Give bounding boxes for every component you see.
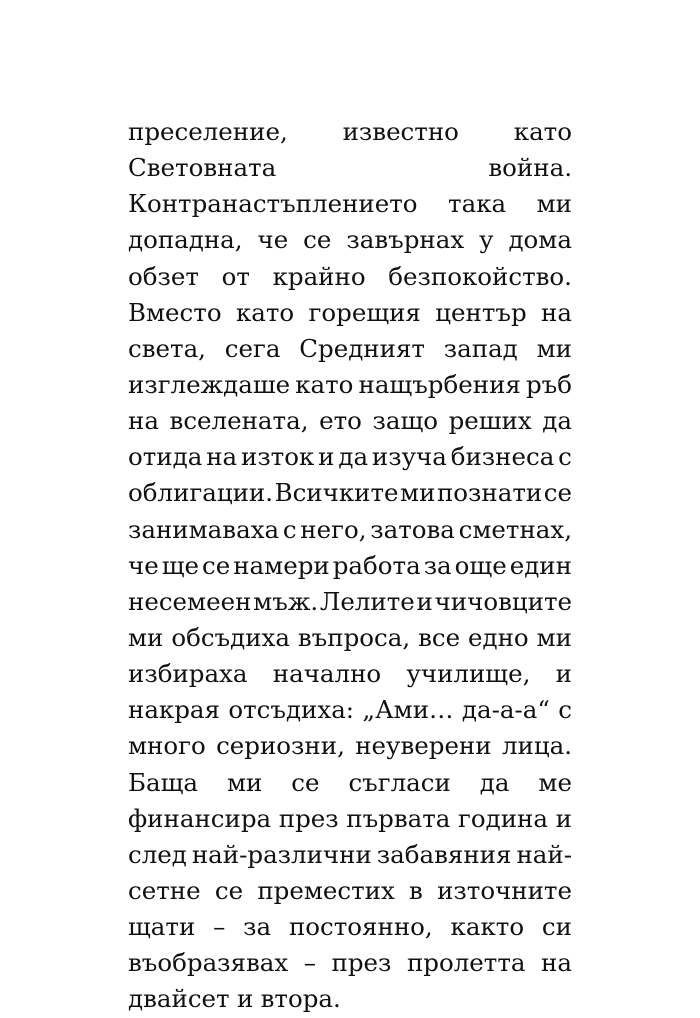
word: чичовците [434, 586, 572, 616]
word: много [128, 731, 206, 761]
text-line [128, 692, 572, 728]
word: като [513, 117, 572, 146]
word: крайно [272, 261, 366, 291]
word: занимаваха [128, 514, 280, 544]
body-text [128, 114, 572, 1018]
word: неуверени [355, 731, 492, 761]
word: финансира [128, 803, 272, 833]
word: Средният [299, 333, 425, 363]
word: изток [240, 442, 315, 472]
word: за [423, 550, 452, 580]
word: все [418, 622, 461, 652]
word: така [448, 189, 507, 219]
word: ми [536, 333, 572, 363]
word: и [318, 442, 335, 472]
text-line [128, 403, 572, 439]
word: допадна, [128, 225, 243, 255]
word: да-а-а“ [461, 695, 550, 725]
word: и [416, 586, 433, 616]
word: намери [233, 550, 330, 580]
text-line [128, 945, 572, 981]
word: Контранастъплението [128, 189, 418, 219]
text-line [128, 584, 572, 620]
word: център [435, 297, 527, 327]
text-line [128, 186, 572, 222]
word: сметнах, [458, 514, 572, 544]
word: ме [538, 767, 572, 797]
text-line [128, 981, 572, 1017]
word: ще [161, 550, 199, 580]
text-line [128, 150, 572, 186]
word: се [303, 225, 332, 255]
word: реших [448, 406, 532, 436]
word: познати [436, 478, 543, 508]
word: сетне [128, 875, 201, 905]
word: пролетта [406, 948, 526, 978]
word: Лелите [319, 586, 415, 616]
word: обсъдиха [171, 622, 290, 652]
word: ми [536, 622, 572, 652]
word: безпокойство. [388, 261, 572, 291]
word: като [295, 369, 354, 399]
word: преместих [257, 875, 395, 905]
word: – [303, 948, 316, 978]
word: сериозни, [216, 731, 345, 761]
word: още [454, 550, 507, 580]
word: за [243, 912, 272, 942]
word: едно [468, 622, 529, 652]
word: бизнеса [450, 442, 555, 472]
word: въпроса, [297, 622, 411, 652]
word: Всичките [274, 478, 399, 508]
word: с [282, 514, 297, 544]
word: Вместо [128, 297, 222, 327]
text-line [128, 873, 572, 909]
word: един [509, 550, 572, 580]
word: нащърбения [358, 369, 521, 399]
word: него, [300, 514, 367, 544]
word: ми [128, 622, 164, 652]
text-line [128, 801, 572, 837]
word: първата [346, 803, 451, 833]
word: се [543, 478, 572, 508]
word: от [221, 261, 250, 291]
word: отсъдиха: [228, 695, 355, 725]
word: „Ами… [362, 695, 454, 725]
word: след [128, 839, 187, 869]
text-line [128, 439, 572, 475]
word: че [257, 225, 289, 255]
word: Световната [128, 153, 277, 183]
word: и [555, 803, 572, 833]
word: изглеждаше [128, 369, 291, 399]
word: затова [370, 514, 455, 544]
word: се [291, 767, 320, 797]
word: преселение, [128, 117, 288, 146]
word: щати [128, 912, 196, 942]
word: двайсет [128, 984, 230, 1014]
word: на [541, 297, 572, 327]
word: ми [400, 478, 436, 508]
word: запад [443, 333, 518, 363]
text-line [128, 295, 572, 331]
word: начално [272, 659, 382, 689]
word: въобразявах [128, 948, 289, 978]
text-line [128, 259, 572, 295]
text-line [128, 765, 572, 801]
word: защо [372, 406, 438, 436]
text-line [128, 475, 572, 511]
word: у [479, 225, 494, 255]
word: отида [128, 442, 203, 472]
word: обзет [128, 261, 199, 291]
word: завърнах [346, 225, 465, 255]
word: ръб [525, 369, 572, 399]
word: да [479, 767, 510, 797]
word: работа [332, 550, 421, 580]
word: с [558, 695, 572, 725]
word: втора. [260, 984, 341, 1014]
word: с [558, 442, 572, 472]
word: и [555, 659, 572, 689]
word: облигации. [128, 478, 274, 508]
text-line [128, 837, 572, 873]
text-line [128, 656, 572, 692]
word: съгласи [348, 767, 451, 797]
word: известно [342, 117, 459, 146]
word: да [542, 406, 572, 436]
word: мъж. [253, 586, 319, 616]
word: накрая [128, 695, 220, 725]
word: на [541, 948, 572, 978]
text-line [128, 114, 572, 150]
word: източните [437, 875, 572, 905]
text-line [128, 331, 572, 367]
word: на [128, 406, 159, 436]
text-line [128, 909, 572, 945]
word: като [235, 297, 295, 327]
word: света, [128, 333, 206, 363]
word: вселената, [169, 406, 309, 436]
text-line [128, 728, 572, 764]
word: ми [226, 767, 263, 797]
word: през [278, 803, 339, 833]
word: лица. [501, 731, 572, 761]
word: и [236, 984, 254, 1014]
word: избираха [128, 659, 248, 689]
word: се [214, 875, 244, 905]
word: година [458, 803, 548, 833]
word: ето [319, 406, 362, 436]
word: най-различни [191, 839, 372, 869]
word: ми [536, 189, 572, 219]
text-line [128, 548, 572, 584]
word: дома [508, 225, 572, 255]
word: в [409, 875, 423, 905]
word: през [331, 948, 392, 978]
text-line [128, 367, 572, 403]
word: си [541, 912, 572, 942]
word: постоянно, [288, 912, 433, 942]
word: както [450, 912, 525, 942]
text-line [128, 222, 572, 258]
text-line [128, 512, 572, 548]
word: сега [224, 333, 281, 363]
word: да [338, 442, 369, 472]
word: че [128, 550, 159, 580]
word: Баща [128, 767, 198, 797]
word: на [206, 442, 238, 472]
text-line [128, 620, 572, 656]
word: несемеен [128, 586, 252, 616]
word: – [213, 912, 226, 942]
word: изуча [371, 442, 447, 472]
word: война. [488, 153, 572, 183]
word: горещия [308, 297, 421, 327]
word: най- [516, 839, 572, 869]
word: училище, [406, 659, 531, 689]
word: забавяния [376, 839, 512, 869]
word: се [201, 550, 231, 580]
